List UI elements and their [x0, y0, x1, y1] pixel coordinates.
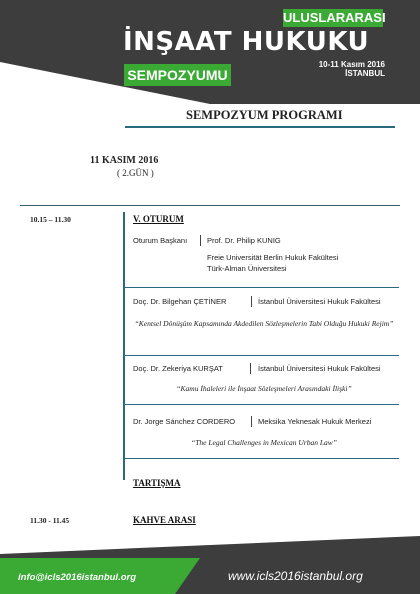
talk-title: “Kamu İhaleleri ile İnşaat Sözleşmeleri Arasındaki İlişki”: [176, 384, 352, 393]
program-divider: [20, 205, 400, 206]
speaker-name: Doç. Dr. Bilgehan ÇETİNER: [133, 297, 227, 306]
separator: [200, 235, 201, 246]
footer-website[interactable]: www.icls2016istanbul.org: [228, 569, 363, 583]
segment-rule: [123, 287, 399, 288]
talk-title: “Kentsel Dönüşüm Kapsamında Akdedilen Sözleşmelerin Tabi Olduğu Hukuki Rejim”: [134, 319, 394, 328]
speaker-name: Dr. Jorge Sánchez CORDERO: [133, 417, 236, 426]
break-time: 11.30 - 11.45: [30, 516, 70, 525]
title-rule: [125, 126, 395, 128]
chair-affiliation-1: Freie Universität Berlin Hukuk Fakültesi: [207, 253, 339, 262]
header-date-block: [290, 60, 385, 78]
footer-band: [0, 536, 420, 594]
segment-rule: [123, 355, 399, 356]
talk-title: “The Legal Challenges in Mexican Urban Law”: [191, 438, 337, 447]
program-title: SEMPOZYUM PROGRAMI: [186, 108, 343, 122]
separator: [250, 363, 251, 374]
timeline-line: [123, 212, 125, 480]
session-time: 10.15 – 11.30: [30, 215, 71, 224]
speaker-affiliation: İstanbul Üniversitesi Hukuk Fakültesi: [258, 364, 381, 373]
separator: [251, 416, 252, 427]
segment-rule: [123, 458, 399, 459]
segment-rule: [123, 404, 399, 405]
day-heading: 11 KASIM 2016: [90, 155, 159, 166]
header-symposium: SEMPOZYUMU: [124, 64, 231, 86]
footer-email[interactable]: info@icls2016istanbul.org: [18, 572, 137, 583]
chair-name: Prof. Dr. Philip KUNIG: [207, 236, 281, 245]
session-title: V. OTURUM: [133, 214, 184, 224]
break-title: KAHVE ARASI: [133, 515, 196, 525]
speaker-affiliation: Meksika Yeknesak Hukuk Merkezi: [258, 417, 372, 426]
header-international: ULUSLARARASI: [283, 10, 386, 25]
header-title: İNŞAAT HUKUKU: [123, 27, 370, 57]
separator: [251, 296, 252, 307]
speaker-affiliation: İstanbul Üniversitesi Hukuk Fakültesi: [258, 297, 381, 306]
header-city: İSTANBUL: [345, 69, 385, 78]
chair-label: Oturum Başkanı: [133, 236, 188, 245]
day-subheading: ( 2.GÜN ): [117, 168, 154, 178]
chair-affiliation-2: Türk-Alman Üniversitesi: [207, 264, 287, 273]
discussion-label: TARTIŞMA: [133, 478, 181, 488]
header-date: 10-11 Kasım 2016: [318, 60, 385, 69]
speaker-name: Doç. Dr. Zekeriya KURŞAT: [133, 364, 223, 373]
